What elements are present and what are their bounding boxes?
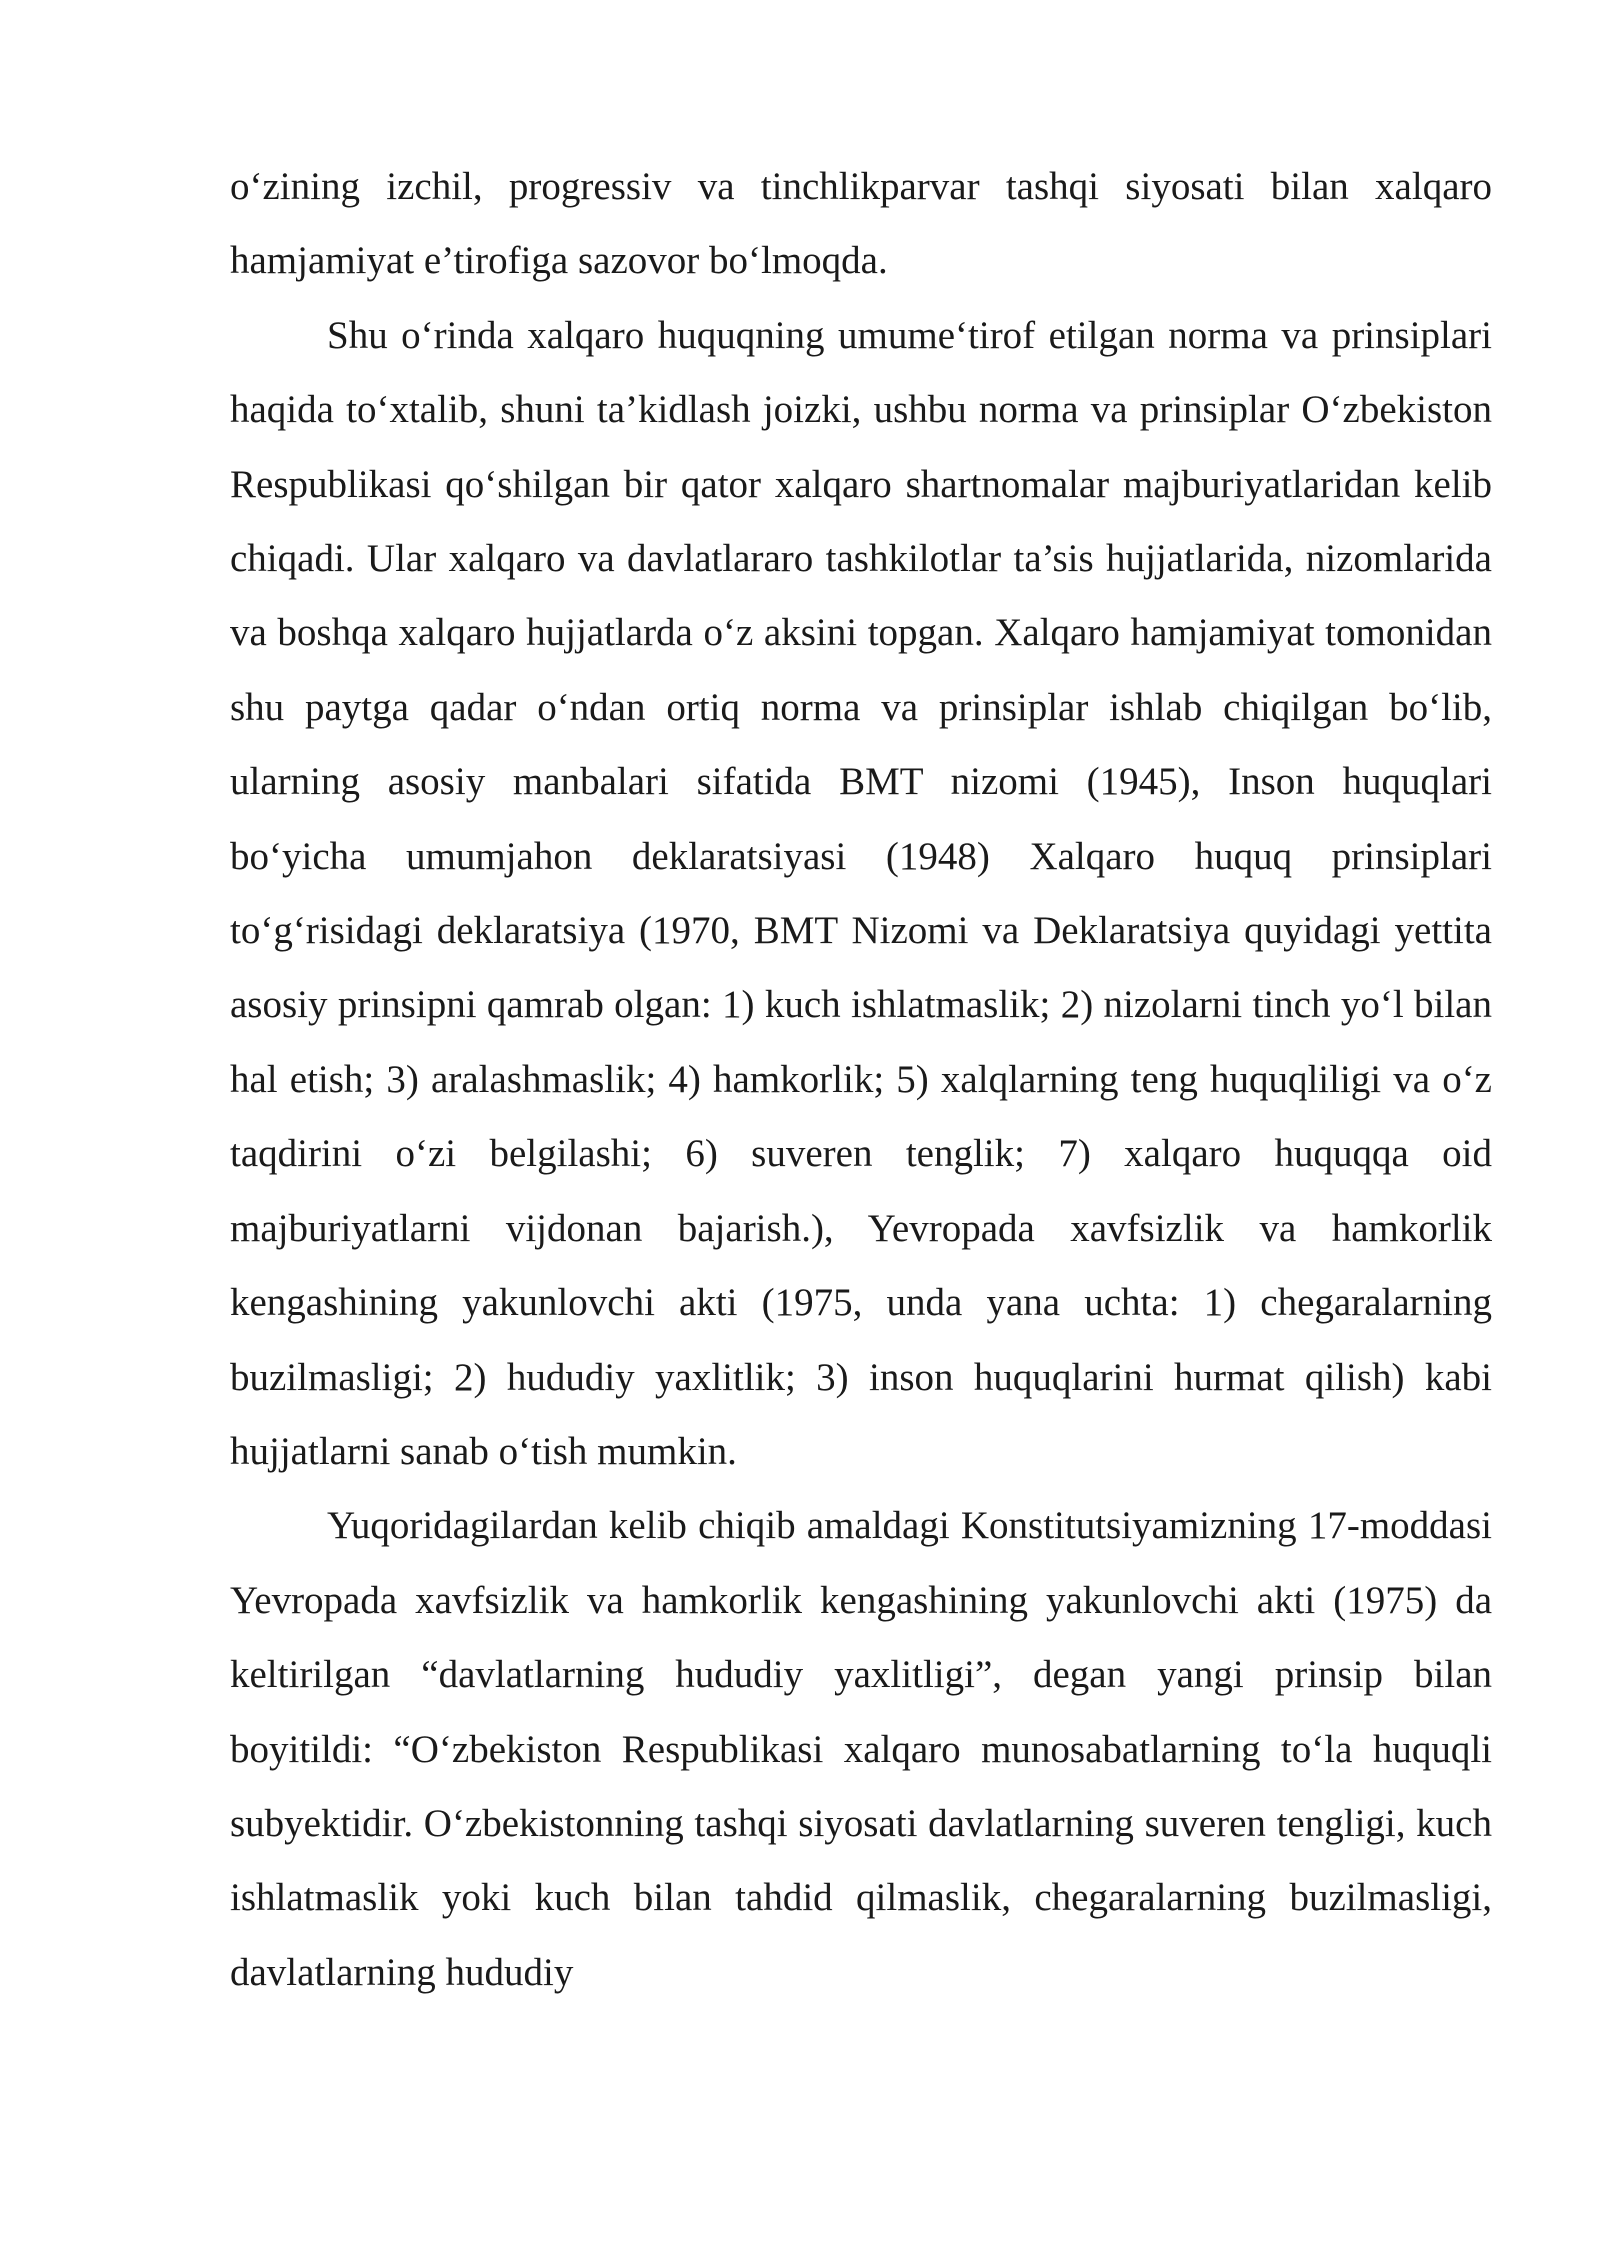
paragraph-international-norms: Shu o‘rinda xalqaro huquqning umume‘tirof etilgan norma va prinsiplari haqida to‘xtalib, shuni ta’kidlash joizki, ushbu norma va prinsiplar O‘zbekiston Respublikasi qo‘shilgan bir qator xalqaro shartnomalar majburiyatlaridan kelib chiqadi. Ular xalqaro va davlatlararo tashkilotlar ta’sis hujjatlarida, nizomlarida va boshqa xalqaro hujjatlarda o‘z aksini topgan. Xalqaro hamjamiyat tomonidan shu paytga qadar o‘ndan ortiq norma va prinsiplar ishlab chiqilgan bo‘lib, ularning asosiy manbalari sifatida BMT nizomi (1945), Inson huquqlari bo‘yicha umumjahon deklaratsiyasi (1948) Xalqaro huquq prinsiplari to‘g‘risidagi deklaratsiya (1970, BMT Nizomi va Deklaratsiya quyidagi yettita asosiy prinsipni qamrab olgan: 1) kuch ishlatmaslik; 2) nizolarni tinch yo‘l bilan hal etish; 3) aralashmaslik; 4) hamkorlik; 5) xalqlarning teng huquqliligi va o‘z taqdirini o‘zi belgilashi; 6) suveren tenglik; 7) xalqaro huquqqa oid majburiyatlarni vijdonan bajarish.), Yevropada xavfsizlik va hamkorlik kengashining yakunlovchi akti (1975, unda yana uchta: 1) chegaralarning buzilmasligi; 2) hududiy yaxlitlik; 3) inson huquqlarini hurmat qilish) kabi hujjatlarni sanab o‘tish mumkin. xyxy=(230,313,1492,1473)
paragraph-constitution-article-17: Yuqoridagilardan kelib chiqib amaldagi Konstitutsiyamizning 17-moddasi Yevropada xavfsizlik va hamkorlik kengashining yakunlovchi akti (1975) da keltirilgan “davlatlarning hududiy yaxlitligi”, degan yangi prinsip bilan boyitildi: “O‘zbekiston Respublikasi xalqaro munosabatlarning to‘la huquqli subyektidir. O‘zbekistonning tashqi siyosati davlatlarning suveren tengligi, kuch ishlatmaslik yoki kuch bilan tahdid qilmaslik, chegaralarning buzilmasligi, davlatlarning hududiy xyxy=(230,1504,1492,1994)
document-body xyxy=(230,150,1492,2010)
paragraph-continuation: o‘zining izchil, progressiv va tinchlikparvar tashqi siyosati bilan xalqaro hamjamiyat e’tirofiga sazovor bo‘lmoqda. xyxy=(230,165,1492,283)
